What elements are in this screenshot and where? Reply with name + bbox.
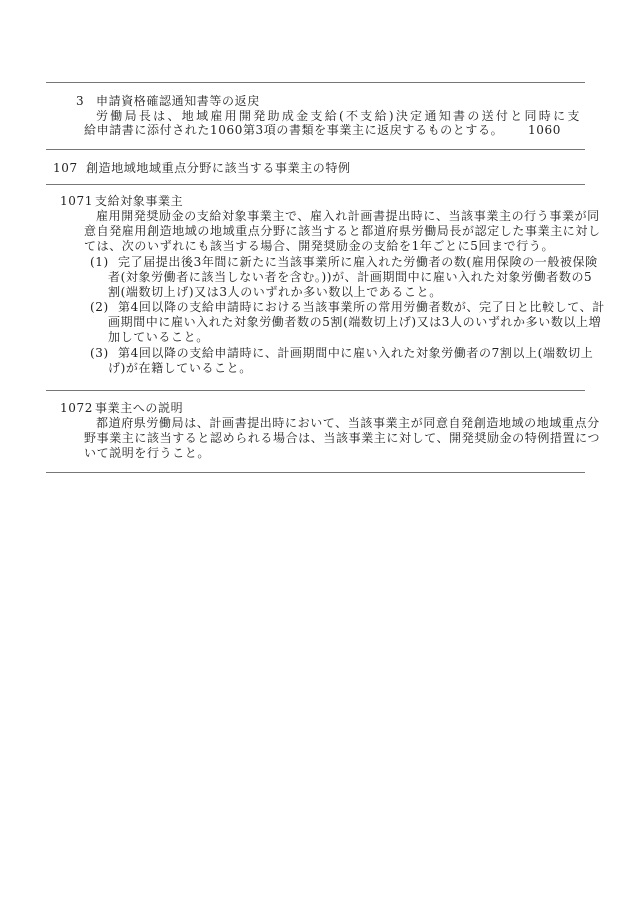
rule bbox=[46, 472, 585, 473]
item-line: 完了届提出後3年間に新たに当該事業所に雇入れた労働者の数(雇用保険の一般被保険 bbox=[118, 255, 598, 269]
section-number: 107 bbox=[53, 161, 78, 175]
paragraph-line: 意自発雇用創造地域の地域重点分野に該当すると都道府県労働局長が認定した事業主に対し bbox=[84, 224, 601, 238]
item-line: げ)が在籍していること。 bbox=[108, 361, 252, 375]
item-line: 画期間中に雇い入れた対象労働者数の5割(端数切上げ)又は3人のいずれか多い数以上増 bbox=[108, 315, 602, 329]
paragraph-line: いて説明を行うこと。 bbox=[84, 446, 211, 460]
section-number: 3 bbox=[76, 94, 85, 108]
paragraph-line: 給申請書に添付された1060第3項の書類を事業主に返戻するものとする。 bbox=[84, 123, 504, 137]
item-label: (1) bbox=[90, 255, 109, 269]
rule bbox=[46, 184, 585, 185]
section-title: 事業主への説明 bbox=[95, 401, 184, 415]
item-line: 者(対象労働者に該当しない者を含む。))が、計画期間中に雇い入れた対象労働者数の5 bbox=[108, 270, 593, 284]
item-line: 第4回以降の支給申請時に、計画期間中に雇い入れた対象労働者の7割以上(端数切上 bbox=[118, 346, 594, 360]
item-label: (3) bbox=[90, 346, 109, 360]
reference-number: 1060 bbox=[528, 123, 561, 137]
rule bbox=[46, 390, 585, 391]
rule bbox=[46, 82, 585, 83]
section-number: 1072 bbox=[60, 401, 93, 415]
paragraph-line: 都道府県労働局は、計画書提出時において、当該事業主が同意自発創造地域の地域重点分 bbox=[96, 416, 600, 430]
section-title: 申請資格確認通知書等の返戻 bbox=[96, 94, 260, 108]
section-title: 支給対象事業主 bbox=[95, 194, 184, 208]
item-line: 割(端数切上げ)又は3人のいずれか多い数以上であること。 bbox=[108, 285, 442, 299]
section-title: 創造地域地域重点分野に該当する事業主の特例 bbox=[86, 161, 351, 175]
item-label: (2) bbox=[90, 300, 109, 314]
item-line: 第4回以降の支給申請時における当該事業所の常用労働者数が、完了日と比較して、計 bbox=[118, 300, 605, 314]
section-number: 1071 bbox=[60, 194, 93, 208]
item-line: 加していること。 bbox=[108, 330, 209, 344]
rule bbox=[46, 149, 585, 150]
paragraph-line: 労働局長は、地域雇用開発助成金支給(不支給)決定通知書の送付と同時に支 bbox=[96, 109, 580, 123]
paragraph-line: 雇用開発奨励金の支給対象事業主で、雇入れ計画書提出時に、当該事業主の行う事業が同 bbox=[96, 209, 600, 223]
paragraph-line: 野事業主に該当すると認められる場合は、当該事業主に対して、開発奨励金の特例措置につ bbox=[84, 431, 601, 445]
paragraph-line: ては、次のいずれにも該当する場合、開発奨励金の支給を1年ごとに5回まで行う。 bbox=[84, 239, 555, 253]
